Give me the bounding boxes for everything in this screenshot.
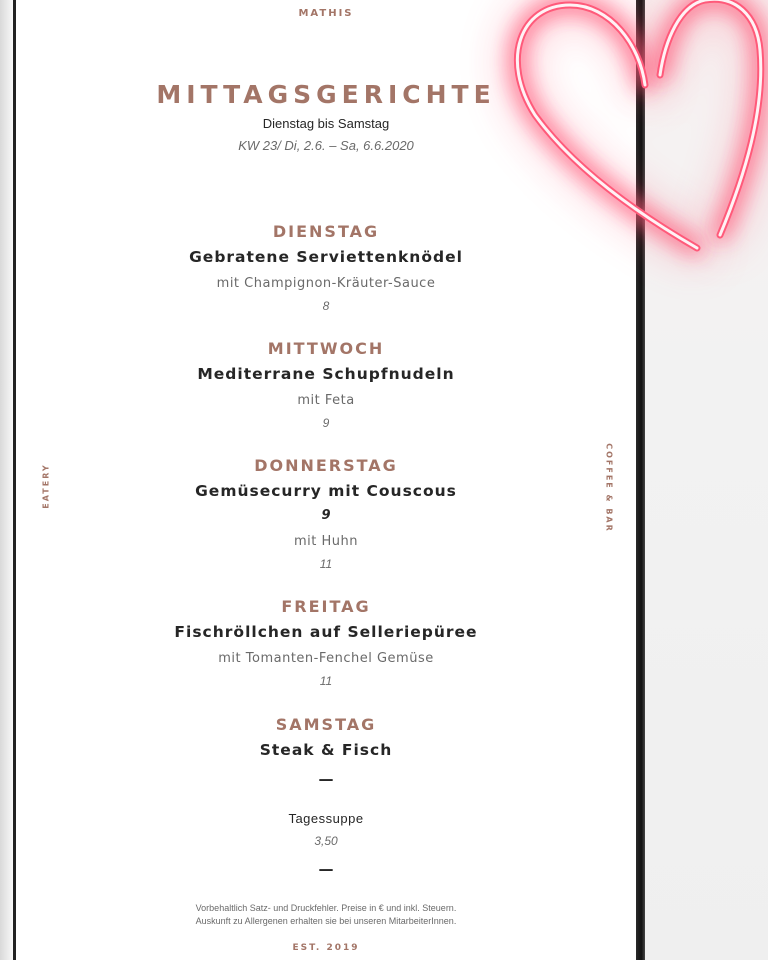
dish-price: 9 [322, 416, 330, 430]
day-heading-mittwoch: MITTWOCH [267, 339, 385, 358]
week-range: KW 23/ Di, 2.6. – Sa, 6.6.2020 [238, 138, 414, 153]
dish-description: mit Tomanten-Fenchel Gemüse [218, 651, 434, 666]
soup-label: Tagessuppe [288, 811, 364, 826]
background-wall [645, 0, 768, 960]
side-label-eatery: EATERY [41, 463, 51, 509]
day-heading-samstag: SAMSTAG [275, 715, 377, 734]
page-title: MITTAGSGERICHTE [156, 80, 496, 109]
brand-name: MATHIS [298, 8, 354, 19]
dish-price: 11 [319, 674, 333, 688]
dish-price: 9 [321, 508, 331, 523]
day-heading-dienstag: DIENSTAG [272, 222, 380, 241]
dish-name: Mediterrane Schupfnudeln [197, 365, 455, 383]
dish-price: 11 [319, 557, 333, 571]
frame-left [0, 0, 16, 960]
dish-description: mit Champignon-Kräuter-Sauce [216, 276, 436, 291]
dish-description: mit Huhn [294, 534, 358, 549]
dish-price: 8 [322, 299, 330, 313]
subtitle: Dienstag bis Samstag [262, 116, 390, 131]
established-year: EST. 2019 [292, 943, 360, 953]
divider: — [318, 860, 334, 878]
side-label-coffee-bar: COFFEE & BAR [604, 443, 614, 533]
frame-right [636, 0, 645, 960]
soup-price: 3,50 [314, 834, 338, 848]
divider: — [318, 770, 334, 788]
dish-name: Steak & Fisch [259, 741, 393, 759]
dish-name: Gebratene Serviettenknödel [189, 248, 463, 266]
dish-name: Gemüsecurry mit Couscous [195, 482, 457, 500]
day-heading-donnerstag: DONNERSTAG [254, 456, 398, 475]
footnote-line: Auskunft zu Allergenen erhalten sie bei unseren MitarbeiterInnen. [195, 916, 457, 926]
dish-name: Fischröllchen auf Selleriepüree [174, 623, 478, 641]
dish-description: mit Feta [297, 393, 355, 408]
footnote-line: Vorbehaltlich Satz- und Druckfehler. Preise in € und inkl. Steuern. [195, 903, 457, 913]
day-heading-freitag: FREITAG [281, 597, 371, 616]
